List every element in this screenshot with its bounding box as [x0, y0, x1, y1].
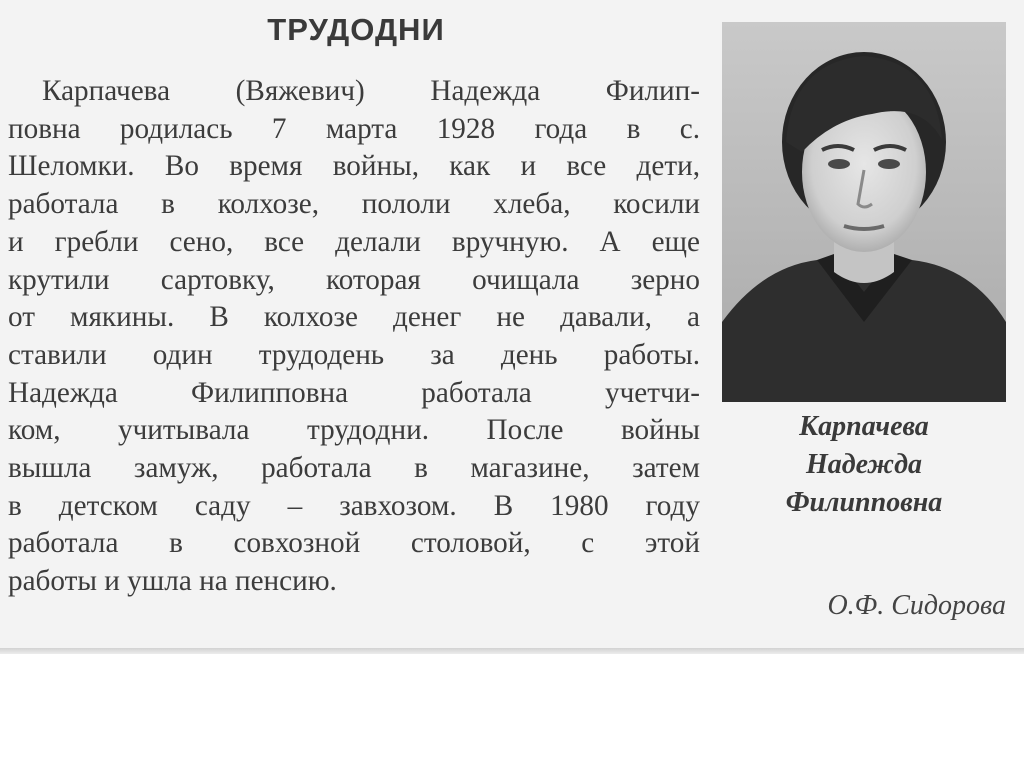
article-line: работала в совхозной столовой, с этой — [8, 527, 700, 560]
portrait-photo — [722, 22, 1006, 402]
article-line: ставили один трудодень за день работы. — [8, 338, 700, 371]
article-line: вышла замуж, работала в магазине, затем — [8, 452, 700, 485]
article-line: крутили сартовку, которая очищала зерно — [8, 263, 700, 296]
article-heading: ТРУДОДНИ — [267, 12, 445, 47]
article-line: Шеломки. Во время войны, как и все дети, — [8, 150, 700, 183]
article-line: в детском саду – завхозом. В 1980 году — [8, 489, 700, 522]
caption-line: Филипповна — [785, 487, 943, 518]
article-line: ком, учитывала трудодни. После войны — [8, 414, 700, 447]
photo-caption — [722, 408, 1006, 522]
article-body — [8, 73, 700, 601]
article-line: работала в колхозе, пололи хлеба, косили — [8, 188, 700, 221]
caption-line: Карпачева — [799, 411, 929, 442]
article-line: повна родилась 7 марта 1928 года в с. — [8, 112, 700, 145]
article-line: Карпачева (Вяжевич) Надежда Филип- — [42, 75, 700, 107]
article-line: Надежда Филипповна работала учетчи- — [8, 376, 700, 409]
scan-edge — [0, 648, 1024, 654]
author-signature: О.Ф. Сидорова — [827, 590, 1006, 621]
article-line: и гребли сено, все делали вручную. А еще — [8, 225, 700, 258]
article-line: работы и ушла на пенсию. — [8, 565, 337, 598]
caption-line: Надежда — [806, 449, 922, 480]
article-line: от мякины. В колхозе денег не давали, а — [8, 301, 700, 334]
